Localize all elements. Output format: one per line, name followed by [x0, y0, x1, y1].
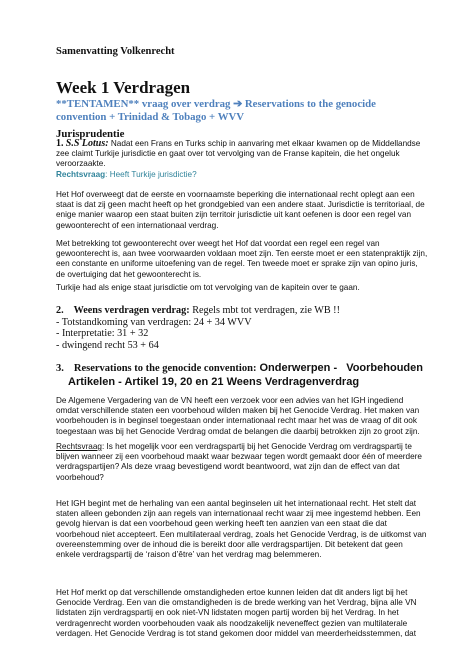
question-label: Rechtsvraag [56, 169, 106, 179]
document-title: Samenvatting Volkenrecht [56, 46, 175, 57]
section-genocide-heading: 3. Reservations to the genocide convention: Onderwerpen - Voorbehouden Artikelen - Artikel 19, 20 en 21 Weens Verdragenverdrag [56, 362, 423, 388]
heading-jurisprudentie: Jurisprudentie [56, 128, 125, 140]
paragraph-circumstances: Het Hof merkt op dat verschillende omstandigheden ertoe kunnen leiden dat dit anders ligt bij het Genocide Verdrag. Een van die omstandigheden is de brede werking van het Verdrag, bijna alle VN lidstaten zijn verdragspartij en ook niet-VN lidstaten mogen partij worden bij het Verdrag. In het verdragenrecht worden voorbehouden vaak als noodzakelijk neveneffect gezien van multilaterale verdagen. Het Genocide Verdrag is tot stand gekomen door middel van meerderheidsstemmen, dat [56, 588, 417, 638]
paragraph-territoriality: Het Hof overweegt dat de eerste en voornaamste beperking die internationaal recht oplegt aan een staat is dat zij geen macht heeft op het grondgebied van een andere staat. Jurisdictie is territoriaal, de enige manier waarop een staat buiten zijn territoir jurisdictie uit kant oefenen is door een regel van gewoonterecht of een internationaal verdrag. [56, 190, 425, 230]
case-lotus [56, 139, 428, 180]
list-item: - Totstandkoming van verdragen: 24 + 34 WVV [56, 316, 252, 328]
list-item: - Interpretatie: 31 + 32 [56, 328, 149, 340]
section-wvv-heading: 2. Weens verdragen verdrag: Regels mbt tot verdragen, zie WB !! [56, 305, 340, 316]
paragraph-customary-law: Met betrekking tot gewoonterecht over weegt het Hof dat voordat een regel een regel van gewoonterecht is, aan twee voorwaarden voldaan moet zijn. Ten eerste moet er een statenpraktijk zijn, een constante en uniforme uitoefening van de regel. Ten tweede moet er sprake zijn van opino juris, de overtuiging dat het gewoonterecht is. [56, 239, 428, 279]
question-text: : Heeft Turkije jurisdictie? [105, 169, 197, 179]
paragraph-conclusion: Turkije had als enige staat jurisdictie om tot vervolging van de kapitein over te gaan. [56, 283, 360, 292]
paragraph-principles: Het IGH begint met de herhaling van een aantal beginselen uit het internationaal recht. Het stelt dat staten alleen gebonden zijn aan regels van internationaal recht waar zij mee ingestemd hebben. Een gevolg hiervan is dat een voorbehoud geen werking heeft ten aanzien van een staat die dat voorbehoud niet accepteert. Een multilateraal verdrag, zoals het Genocide Verdrag, is de uitkomst van overeenstemming over de inhoud die is bereikt door alle verdragspartijen. Dit betekent dat geen enkele verdragspartij de ‘raison d’être’ van het verdrag mag belemmeren. [56, 499, 427, 560]
heading-week-1: Week 1 Verdragen [56, 78, 191, 97]
paragraph-advisory-request: De Algemene Vergadering van de VN heeft een verzoek voor een advies van het IGH ingediend omdat verschillende staten een voorbehoud wilden maken bij het Genocide Verdrag. Het maken van voorbehouden is in beginsel toegestaan onder internationaal recht maar het was de vraag of dit ook toegestaan was bij het Genocide Verdrag omdat de belangen die daarbij betrokken zijn zo groot zijn. [56, 396, 420, 436]
question-label: Rechtsvraag [56, 442, 102, 451]
section-wvv [56, 305, 428, 351]
paragraph-legal-question: Rechtsvraag: Is het mogelijk voor een verdragspartij bij het Genocide Verdrag om verdragspartij te blijven wanneer zij een voorbehoud maakt waar bezwaar tegen wordt gemaakt door één of meerdere verdragspartijen? Als deze vraag bevestigend wordt beantwoord, wat zijn dan de effect van dat voorbehoud? [56, 442, 422, 482]
case-number: 1. [56, 138, 64, 149]
list-item: - dwingend recht 53 + 64 [56, 339, 159, 351]
exam-note-subtitle: **TENTAMEN** vraag over verdrag ➔ Reservations to the genocide convention + Trinidad & Tobago + WVV [56, 98, 376, 123]
case-name: S.S Lotus: [65, 138, 109, 149]
case-text: Nadat een Frans en Turks schip in aanvaring met elkaar kwamen op de Middellandse zee claimt Turkije jurisdictie en gaat over tot vervolging van de Franse kapitein, die het ongeluk veroorzaakte. [56, 139, 421, 169]
